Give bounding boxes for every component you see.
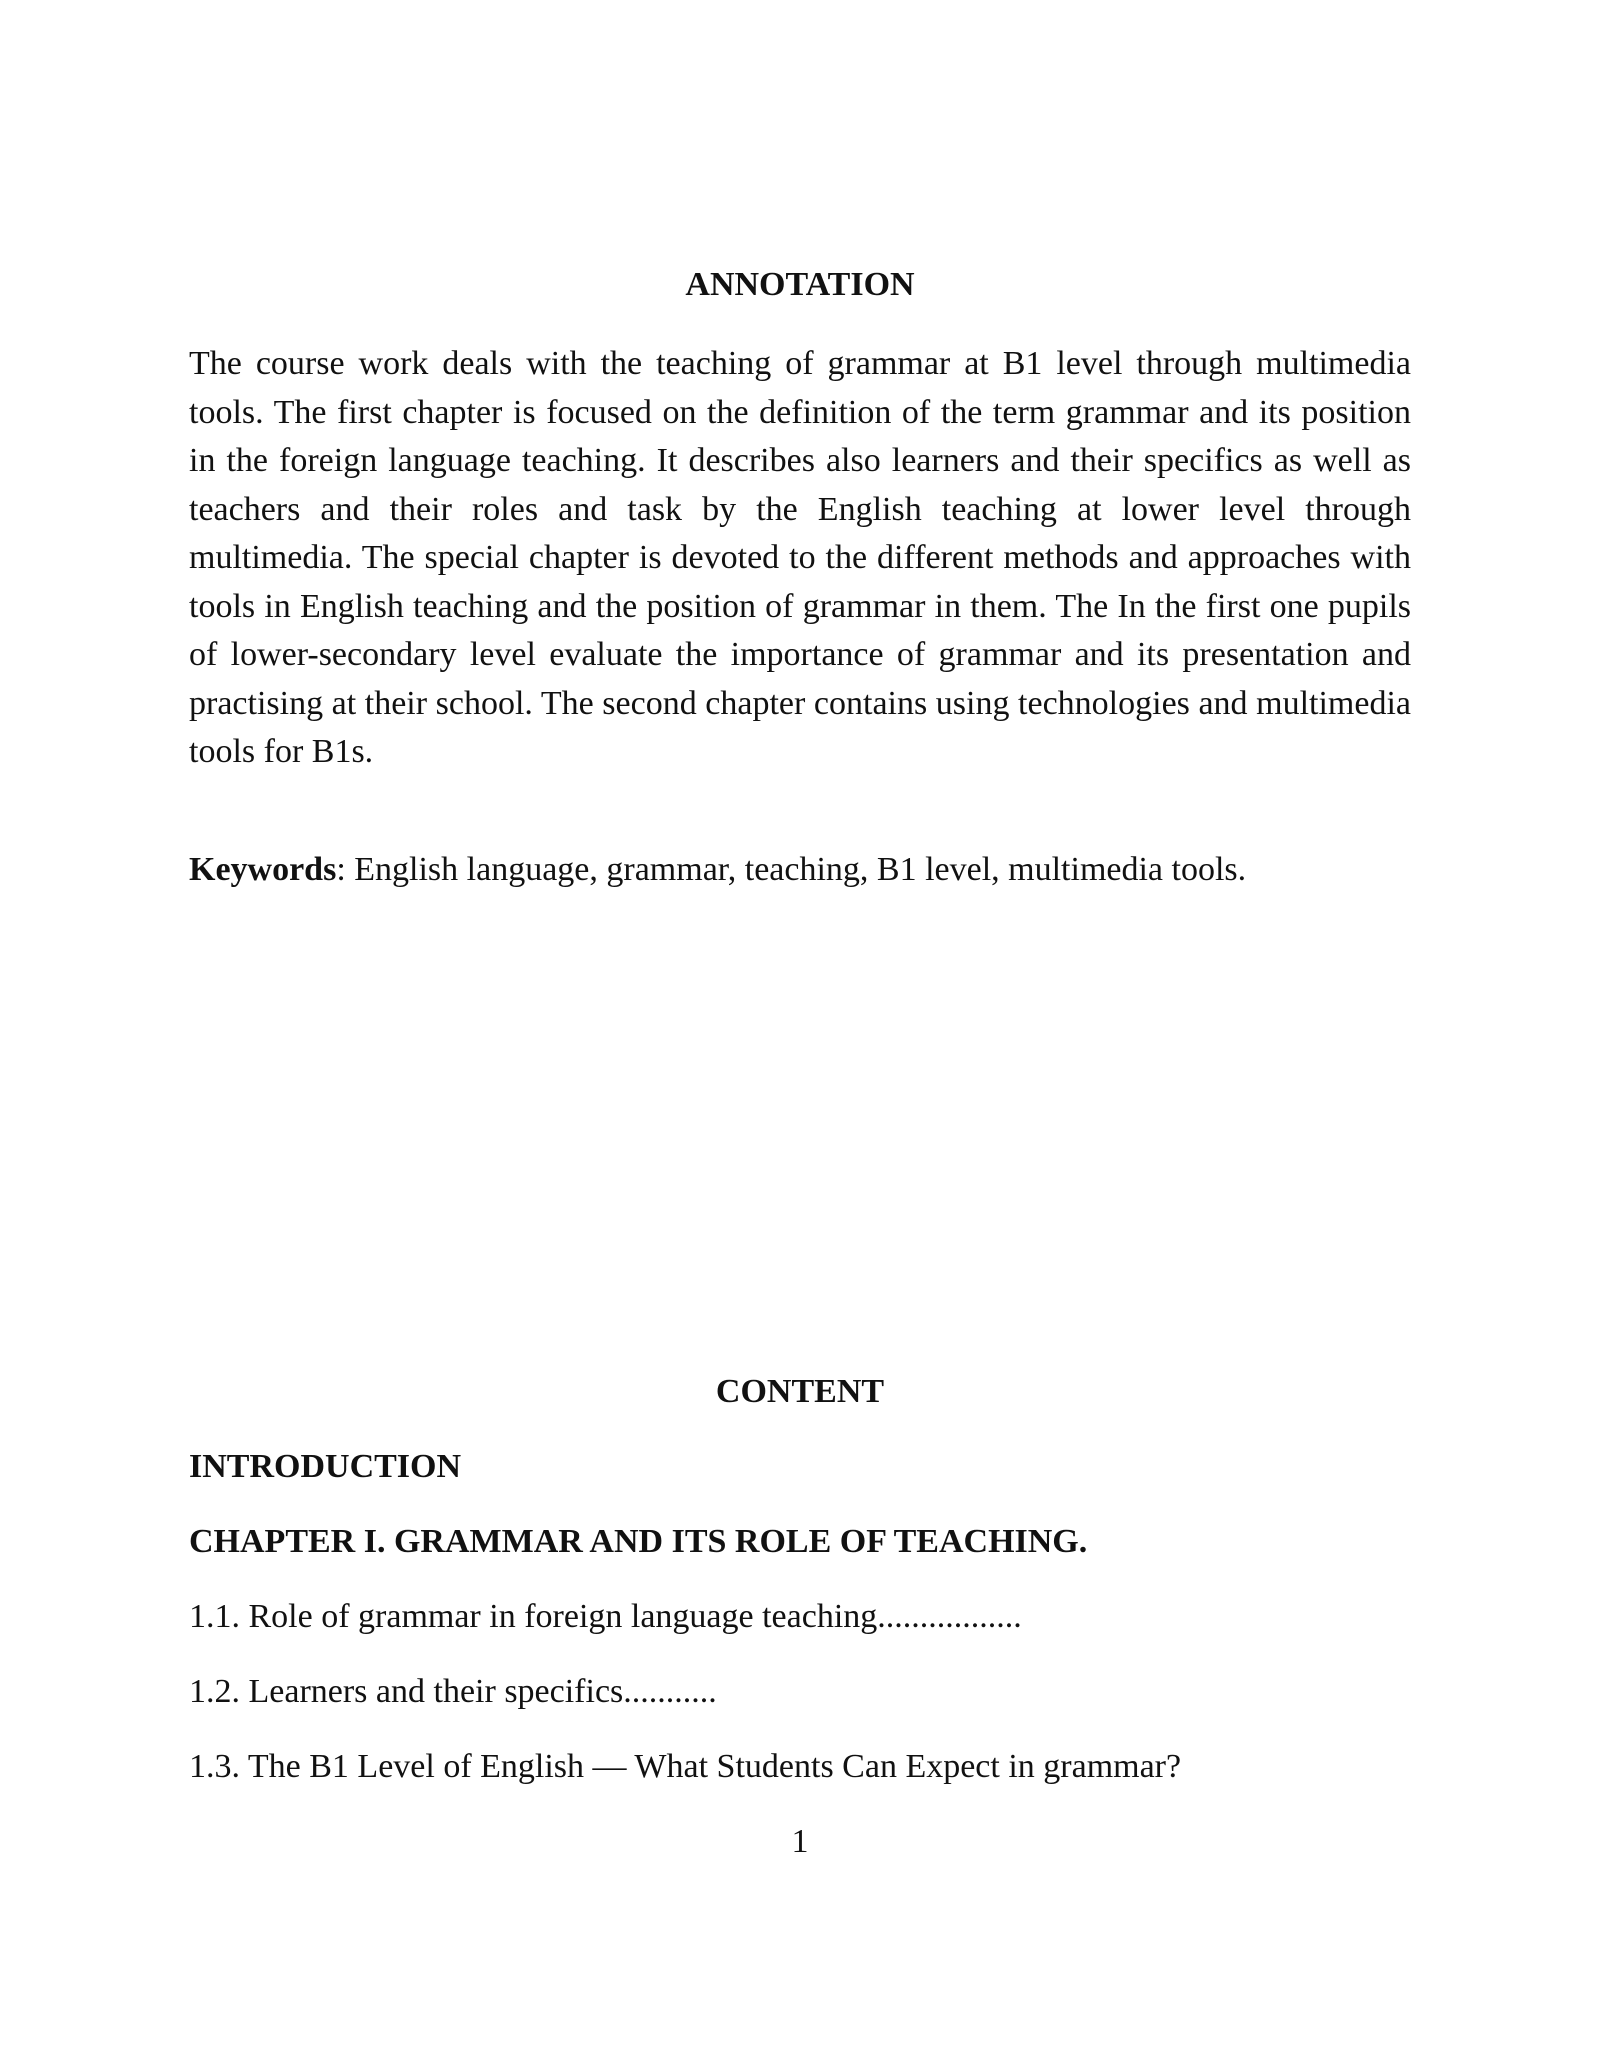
annotation-heading: ANNOTATION <box>685 266 915 303</box>
toc-entry-introduction: INTRODUCTION <box>189 1448 462 1485</box>
content-heading: CONTENT <box>715 1373 885 1410</box>
toc-entry-1-3: 1.3. The B1 Level of English — What Students Can Expect in grammar? <box>189 1748 1182 1785</box>
toc-entry-1-1: 1.1. Role of grammar in foreign language teaching................. <box>189 1598 1022 1635</box>
toc-entry-1-2: 1.2. Learners and their specifics........... <box>189 1673 717 1710</box>
keywords-line <box>189 850 1411 890</box>
annotation-paragraph: The course work deals with the teaching of grammar at B1 level through multimedia tools. The first chapter is focused on the definition of the term grammar and its position in the foreign language teaching. It describes also learners and their specifics as well as teachers and their roles and task by the English teaching at lower level through multimedia. The special chapter is devoted to the different methods and approaches with tools in English teaching and the position of grammar in them. The In the first one pupils of lower-secondary level evaluate the importance of grammar and its presentation and practising at their school. The second chapter contains using technologies and multimedia tools for B1s. <box>189 345 1411 770</box>
page-number: 1 <box>791 1823 809 1860</box>
keywords-text: : English language, grammar, teaching, B1 level, multimedia tools. <box>336 851 1247 888</box>
keywords-label: Keywords <box>189 851 337 888</box>
document-page <box>189 0 1411 2070</box>
toc-entry-chapter-1: CHAPTER I. GRAMMAR AND ITS ROLE OF TEACHING. <box>189 1523 1088 1560</box>
